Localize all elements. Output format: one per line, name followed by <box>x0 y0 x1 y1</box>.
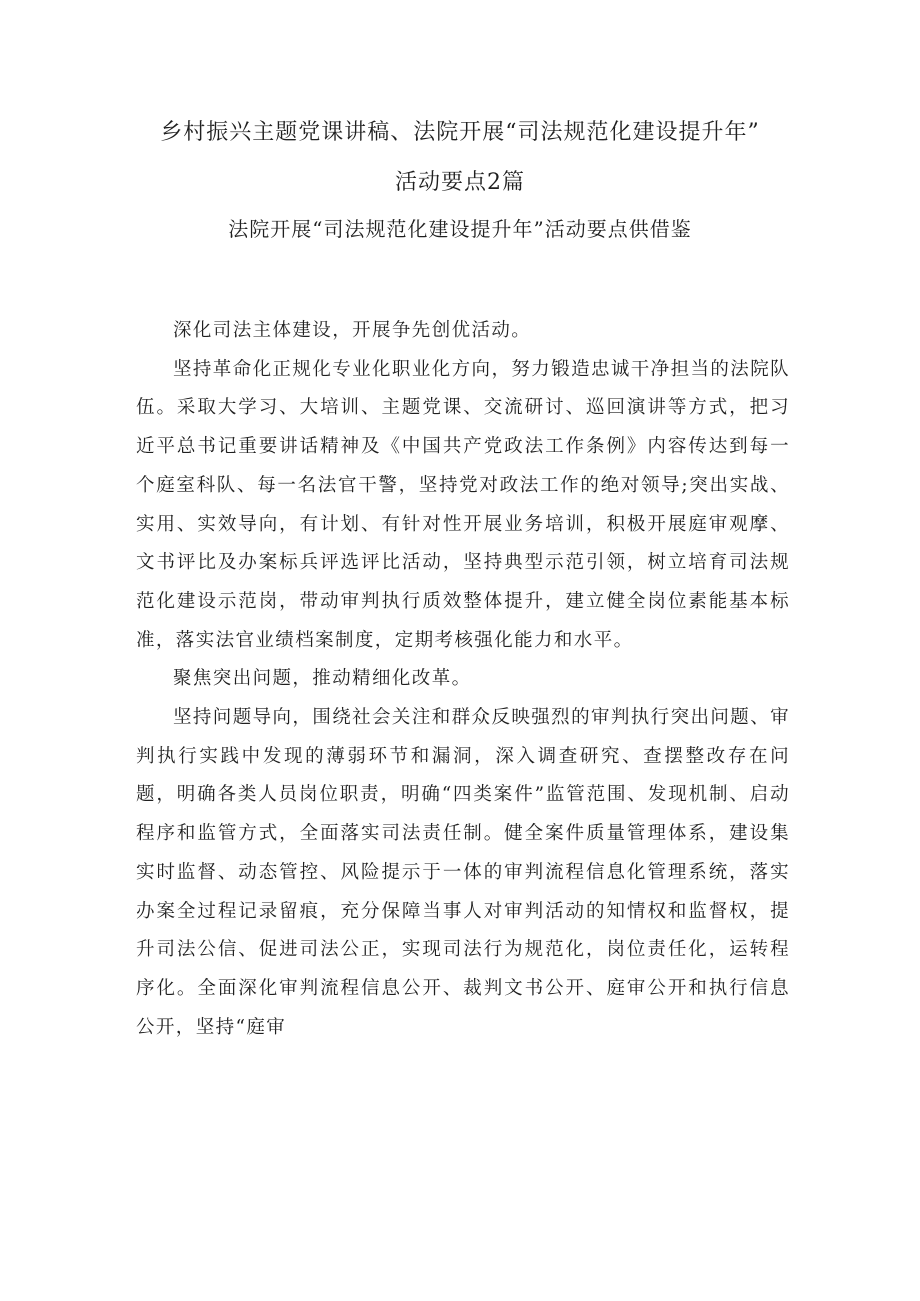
document-body <box>136 312 790 1047</box>
paragraph-heading-2: 聚焦突出问题，推动精细化改革。 <box>173 668 472 690</box>
document-title-line-1: 乡村振兴主题党课讲稿、法院开展“司法规范化建设提升年” <box>160 120 760 145</box>
document-subtitle: 法院开展“司法规范化建设提升年”活动要点供借鉴 <box>228 217 692 241</box>
paragraph-body-2: 坚持问题导向，围绕社会关注和群众反映强烈的审判执行突出问题、审判执行实践中发现的薄弱环节和漏洞，深入调查研究、查摆整改存在问题，明确各类人员岗位职责，明确“四类案件”监管范围、发现机制、启动程序和监管方式，全面落实司法责任制。健全案件质量管理体系，建设集实时监督、动态管控、风险提示于一体的审判流程信息化管理系统，落实办案全过程记录留痕，充分保障当事人对审判活动的知情权和监督权，提升司法公信、促进司法公正，实现司法行为规范化，岗位责任化，运转程序化。全面深化审判流程信息公开、裁判文书公开、庭审公开和执行信息公开，坚持“庭审 <box>136 707 790 1038</box>
document-title-line-2: 活动要点2篇 <box>395 170 525 195</box>
paragraph-body-1: 坚持革命化正规化专业化职业化方向，努力锻造忠诚干净担当的法院队伍。采取大学习、大培训、主题党课、交流研讨、巡回演讲等方式，把习近平总书记重要讲话精神及《中国共产党政法工作条例》内容传达到每一个庭室科队、每一名法官干警，坚持党对政法工作的绝对领导;突出实战、实用、实效导向，有计划、有针对性开展业务培训，积极开展庭审观摩、文书评比及办案标兵评选评比活动，坚持典型示范引领，树立培育司法规范化建设示范岗，带动审判执行质效整体提升，建立健全岗位素能基本标准，落实法官业绩档案制度，定期考核强化能力和水平。 <box>136 358 790 651</box>
paragraph-heading-1: 深化司法主体建设，开展争先创优活动。 <box>173 320 532 341</box>
